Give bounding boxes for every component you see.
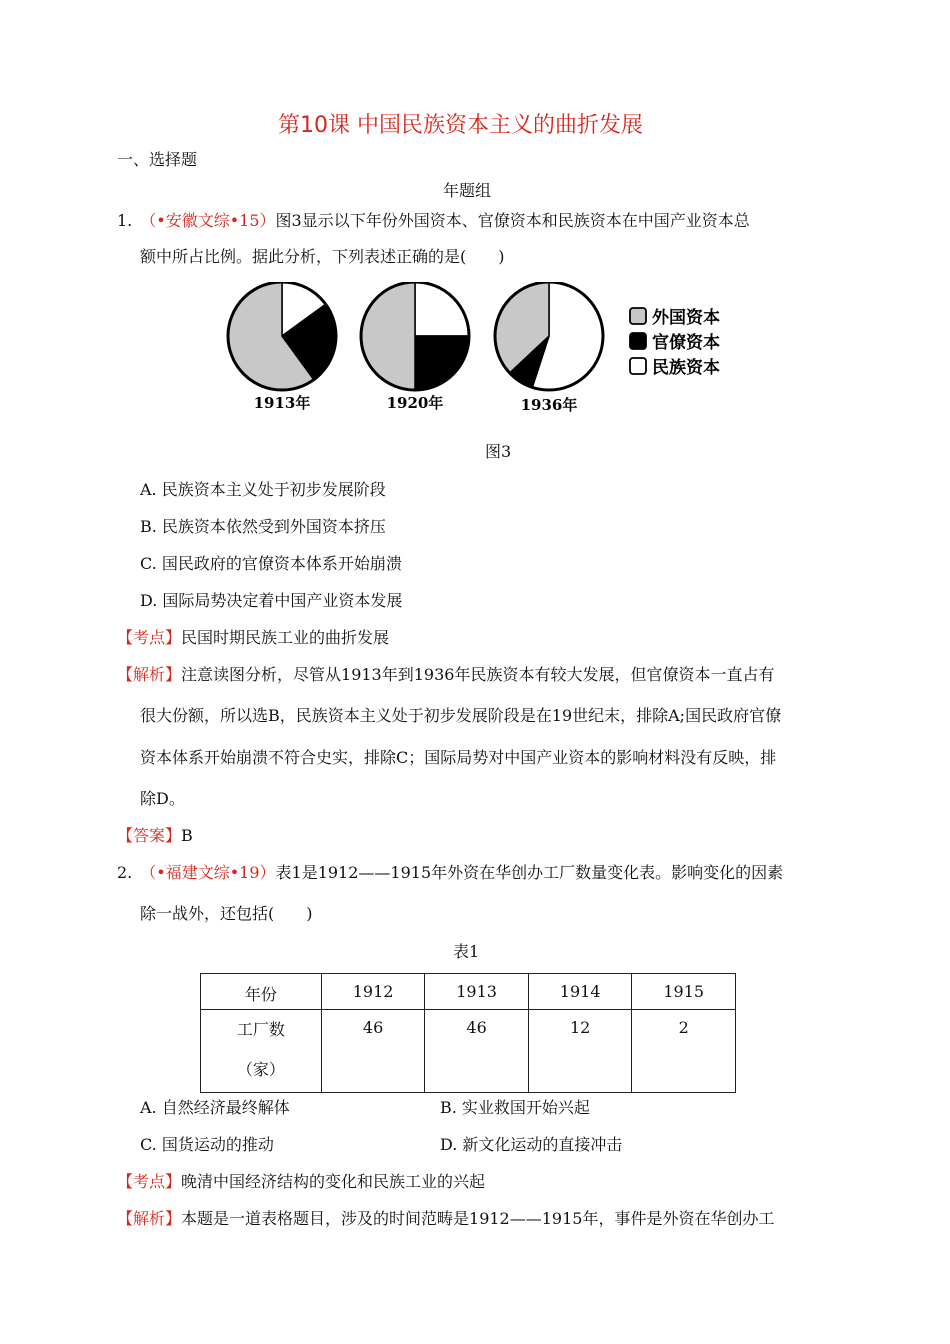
q2-stem-line1 [117,863,783,883]
q1-answer-text: B [181,826,193,845]
q2-stem-line2: 除一战外，还包括( ) [140,904,313,923]
q1-option-c: C. 国民政府的官僚资本体系开始崩溃 [140,554,402,573]
table-year-1915: 1915 [632,974,736,1010]
table-cell-1914: 12 [528,1010,632,1093]
table-row-label-1: 工厂数 [236,1020,285,1039]
pie-chart-figure [220,282,740,422]
q1-option-a: A. 民族资本主义处于初步发展阶段 [140,480,386,499]
q1-answer-tag: 【答案】 [117,826,182,845]
q1-jiexi-line4: 除D。 [140,789,185,808]
table-cell-1915: 2 [632,1010,736,1093]
legend-label-foreign: 外国资本 [652,308,720,328]
q2-jiexi-text: 本题是一道表格题目，涉及的时间范畴是1912——1915年，事件是外资在华创办工 [181,1209,775,1228]
q2-jiexi-tag: 【解析】 [117,1209,182,1228]
table-cell-1913: 46 [425,1010,529,1093]
factory-table [200,973,736,1093]
figure-caption: 图3 [485,442,512,461]
q2-kaodian-text: 晚清中国经济结构的变化和民族工业的兴起 [181,1172,486,1191]
table-row-label-2: （家） [236,1060,285,1079]
page-title: 第10课 中国民族资本主义的曲折发展 [278,113,643,138]
q2-kaodian-tag: 【考点】 [117,1172,182,1191]
table-header-row [201,974,736,1010]
q1-jiexi-line3: 资本体系开始崩溃不符合史实，排除C；国际局势对中国产业资本的影响材料没有反映，排 [140,748,777,767]
q1-answer [117,826,193,846]
legend-swatch-bureaucratic [630,333,646,349]
pie-label-1936: 1936年 [520,396,578,414]
table-row-label [201,1010,322,1093]
chart-legend [630,307,720,378]
table-year-1913: 1913 [425,974,529,1010]
q1-kaodian [117,628,389,648]
q2-option-d: D. 新文化运动的直接冲击 [440,1135,623,1154]
pie-label-1913: 1913年 [253,394,311,412]
pie-label-1920: 1920年 [386,394,444,412]
q1-option-b: B. 民族资本依然受到外国资本挤压 [140,517,386,536]
q1-option-d: D. 国际局势决定着中国产业资本发展 [140,591,403,610]
q1-jiexi-line1 [117,665,774,685]
q2-stem-text: 表1是1912——1915年外资在华创办工厂数量变化表。影响变化的因素 [275,863,784,882]
section-heading: 一、选择题 [117,150,198,169]
q1-jiexi-line2: 很大份额，所以选B，民族资本主义处于初步发展阶段是在19世纪末，排除A;国民政府官僚 [140,706,782,725]
table-row [201,1010,736,1093]
q2-number: 2. [117,863,133,882]
table-cell-1912: 46 [321,1010,425,1093]
q1-source: （•安徽文综•15） [140,211,276,230]
q1-stem-text: 图3显示以下年份外国资本、官僚资本和民族资本在中国产业资本总 [275,211,750,230]
q1-jiexi-tag: 【解析】 [117,665,182,684]
q2-kaodian [117,1172,485,1192]
q2-option-a: A. 自然经济最终解体 [140,1098,290,1117]
legend-label-national: 民族资本 [652,358,720,378]
group-heading: 年题组 [443,181,492,200]
q1-number: 1. [117,211,133,230]
legend-swatch-foreign [630,308,646,324]
q1-kaodian-tag: 【考点】 [117,628,182,647]
table-year-1914: 1914 [528,974,632,1010]
table-caption: 表1 [453,942,480,961]
q1-stem-line1 [117,211,750,231]
table-header-label: 年份 [201,974,322,1010]
pie-slice-1920-foreign [361,282,415,390]
q2-source: （•福建文综•19） [140,863,276,882]
q2-jiexi-line1 [117,1209,774,1229]
q1-kaodian-text: 民国时期民族工业的曲折发展 [181,628,390,647]
q2-option-b: B. 实业救国开始兴起 [440,1098,590,1117]
q1-jiexi-text: 注意读图分析，尽管从1913年到1936年民族资本有较大发展，但官僚资本一直占有 [181,665,775,684]
q2-option-c: C. 国货运动的推动 [140,1135,274,1154]
q1-stem-line2: 额中所占比例。据此分析，下列表述正确的是( ) [140,247,505,266]
table-year-1912: 1912 [321,974,425,1010]
legend-swatch-national [630,358,646,374]
legend-label-bureaucratic: 官僚资本 [652,333,720,353]
